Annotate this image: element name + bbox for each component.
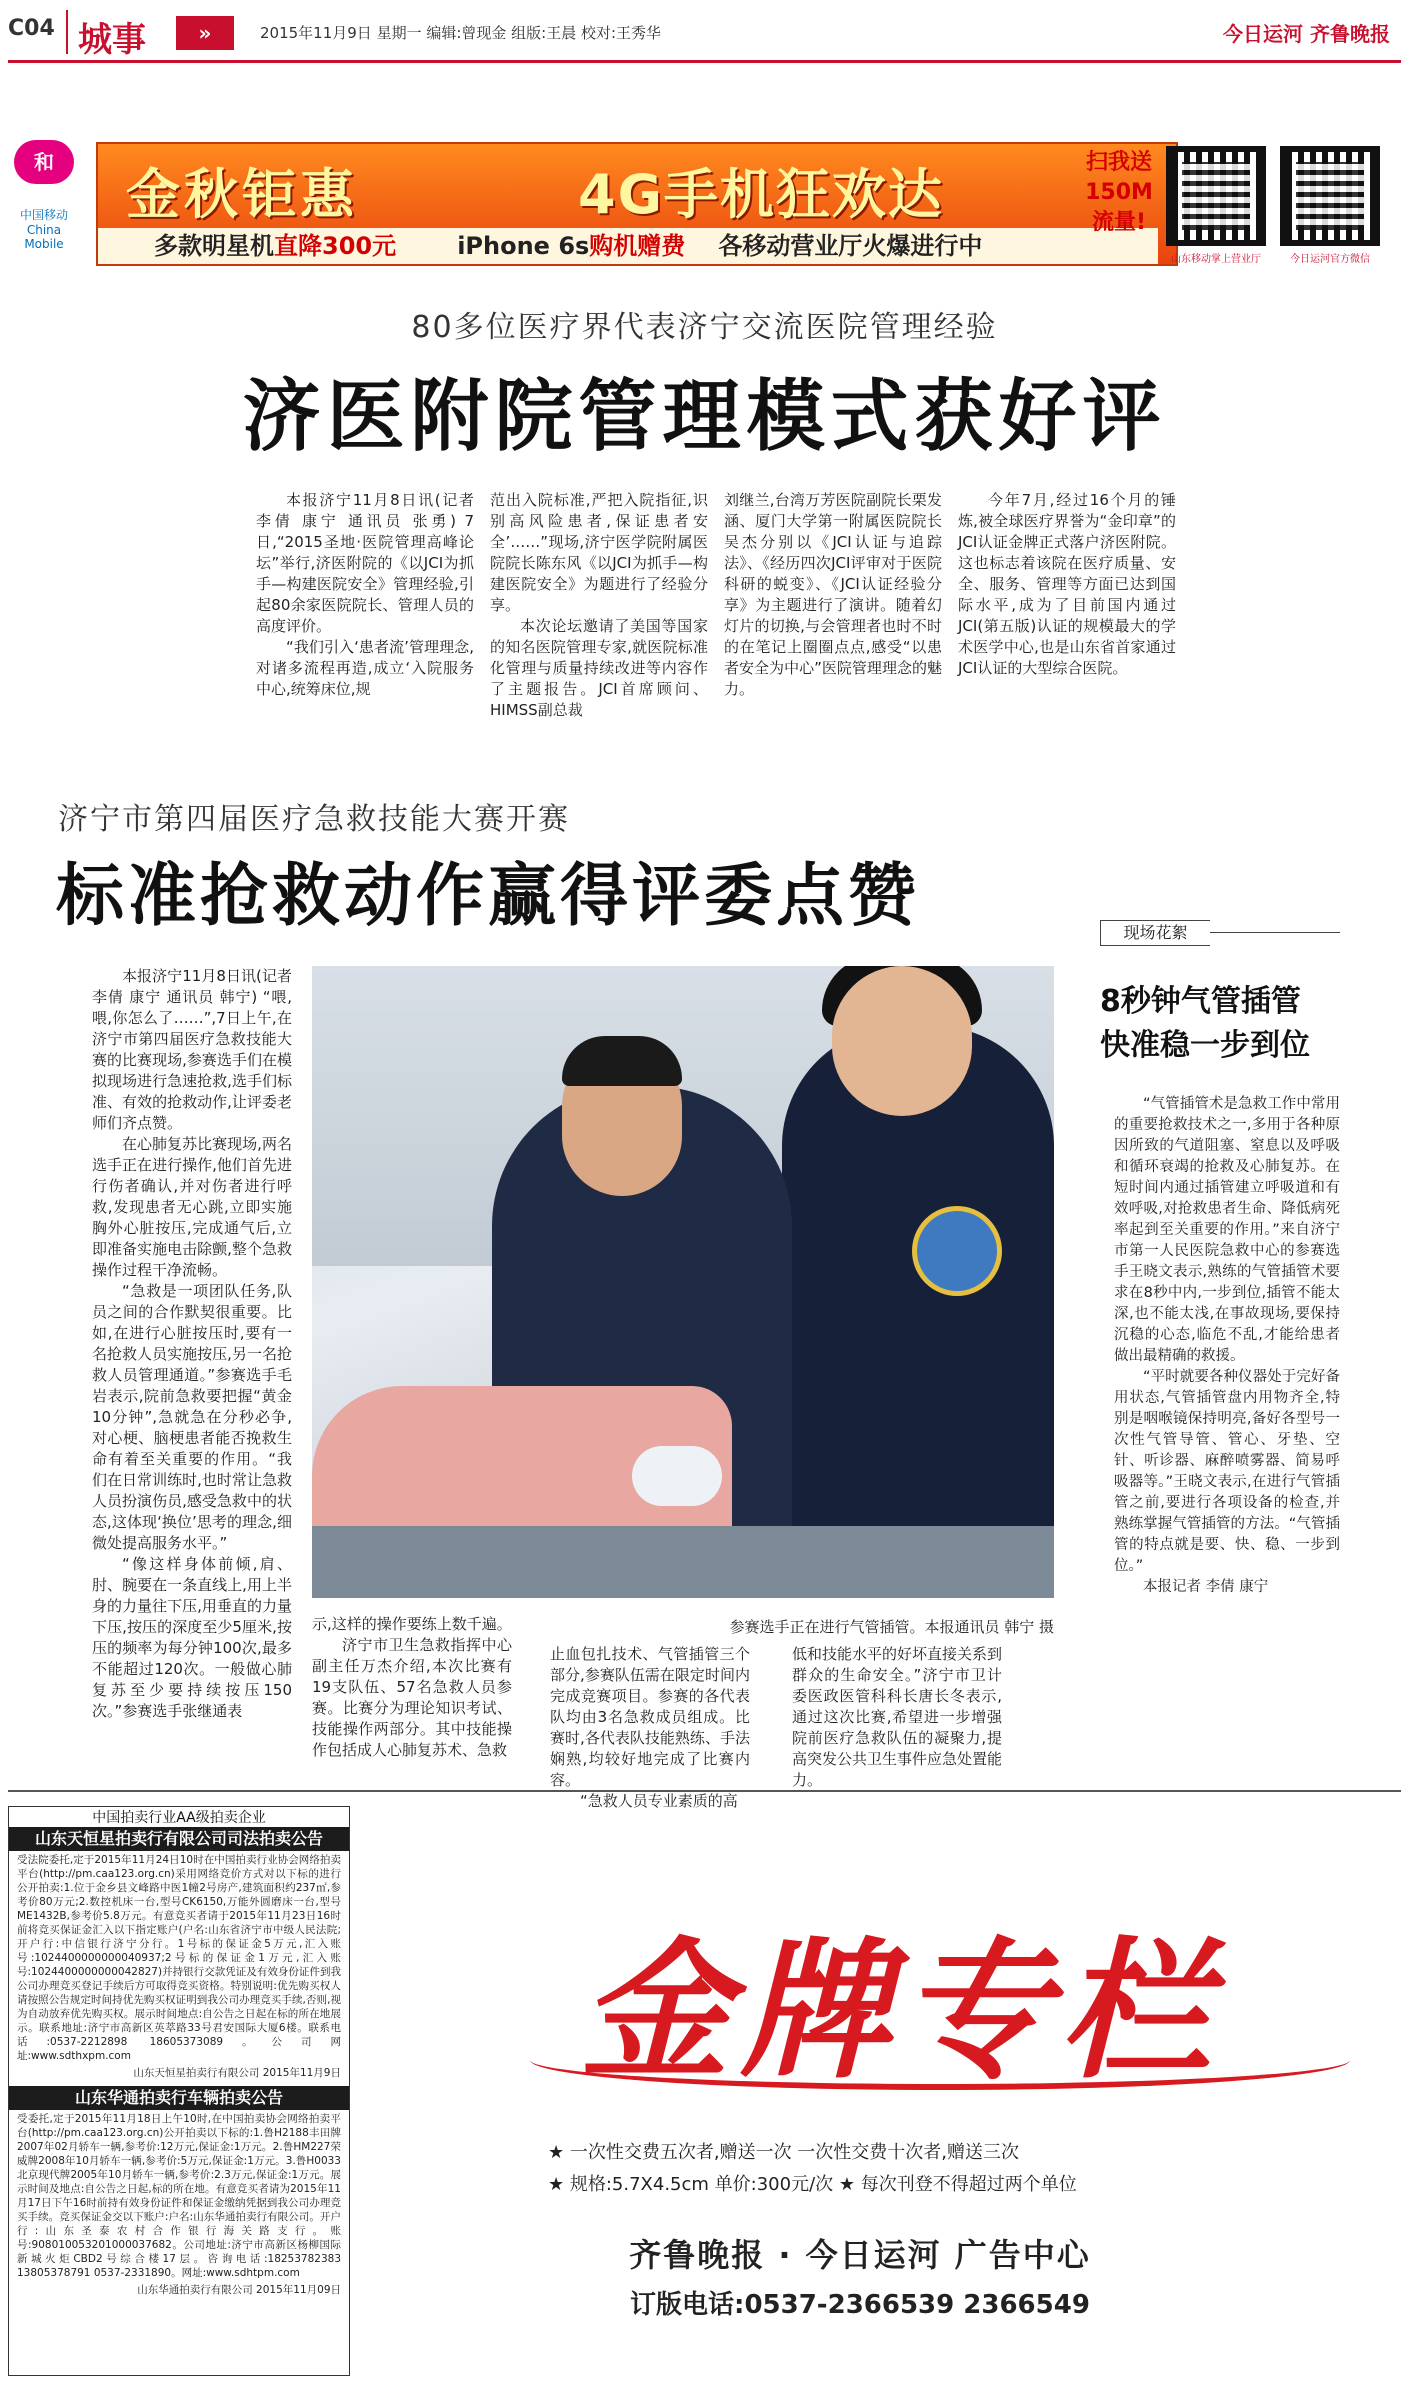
paragraph: 本报济宁11月8日讯(记者 李倩 康宁 通讯员 张勇) 7日,“2015圣地·医院管理高峰论坛”举行,济医附院的《以JCI为抓手—构建医院安全》管理经验,引起80余家医院院长、管理人员的高度评价。 xyxy=(256,491,474,635)
gold-swoosh xyxy=(530,2030,1350,2090)
paragraph: 低和技能水平的好坏直接关系到群众的生命安全。”济宁市卫计委医政医管科科长唐长冬表示,通过这次比赛,希望进一步增强院前医疗急救队伍的凝聚力,提高突发公共卫生事件应急处置能力。 xyxy=(792,1645,1003,1789)
article1-column-3 xyxy=(724,490,942,710)
qr-caption-2: 今日运河官方微信 xyxy=(1290,254,1370,265)
news-photo xyxy=(312,966,1054,1598)
ad-offer-1: 多款明星机直降300元 xyxy=(154,232,397,260)
qr-code-2[interactable] xyxy=(1280,146,1380,265)
ad-phone[interactable]: 订版电话:0537-2366539 2366549 xyxy=(630,2290,1090,2320)
header-divider xyxy=(66,10,68,54)
newspaper-brand: 今日运河 齐鲁晚报 xyxy=(1223,22,1390,46)
glove xyxy=(632,1446,722,1506)
article2-column-4 xyxy=(792,1644,1002,1824)
ad-offer-strip xyxy=(98,228,1158,264)
ad-headline-right: 4G手机狂欢达 xyxy=(578,163,944,226)
section-divider xyxy=(8,1790,1401,1792)
paragraph: 本次论坛邀请了美国等国家的知名医院管理专家,就医院标准化管理与质量持续改进等内容作了主题报告。JCI首席顾问、HIMSS副总裁 xyxy=(490,617,708,719)
paragraph: “平时就要各种仪器处于完好备用状态,气管插管盘内用物齐全,特别是咽喉镜保持明亮,备好各型号一次性气管导管、管心、牙垫、空针、听诊器、麻醉喷雾器、简易呼吸器等。”王晓文表示,在进行气管插管之前,要进行各项设备的检查,并熟练掌握气管插管的方法。“气管插管的特点就是要、快、稳、一步到位。” xyxy=(1114,1369,1340,1574)
header-rule xyxy=(8,60,1401,63)
article1-column-1 xyxy=(256,490,474,710)
paragraph: “气管插管术是急救工作中常用的重要抢救技术之一,多用于各种原因所致的气道阻塞、窒息以及呼吸和循环衰竭的抢救及心肺复苏。在短时间内通过插管建立呼吸道和有效呼吸,对抢救患者生命、降低病死率起到至关重要的作用。”来自济宁市第一人民医院急救中心的参赛选手王晓文表示,熟练的气管插管术要求在8秒中内,一步到位,插管不能太深,也不能太浅,在事故现场,要保持沉稳的心态,临危不乱,才能给患者做出最精确的救援。 xyxy=(1114,1096,1340,1364)
issue-meta: 2015年11月9日 星期一 编辑:曾现金 组版:王晨 校对:王秀华 xyxy=(260,24,662,42)
china-mobile-logo xyxy=(14,140,94,260)
paragraph: 今年7月,经过16个月的锤炼,被全球医疗界誉为“金印章”的JCI认证金牌正式落户济医附院。这也标志着该院在医疗质量、安全、服务、管理等方面已达到国际水平,成为了目前国内通过JCI(第五版)认证的规模最大的学术医学中心,也是山东省首家通过JCI认证的大型综合医院。 xyxy=(958,491,1176,677)
paragraph: “急救人员专业素质的高 xyxy=(580,1792,738,1810)
gold-terms-1: ★ 一次性交费五次者,赠送一次 一次性交费十次者,赠送三次 xyxy=(548,2142,1020,2163)
section-name: 城事 xyxy=(78,20,146,60)
paragraph: 济宁市卫生急救指挥中心副主任万杰介绍,本次比赛有19支队伍、57名急救人员参赛。比赛分为理论知识考试、技能操作两部分。其中技能操作包括成人心肺复苏术、急救 xyxy=(312,1636,512,1759)
article1-title: 济医附院管理模式获好评 xyxy=(242,371,1167,462)
paragraph: “急救是一项团队任务,队员之间的合作默契很重要。比如,在进行心脏按压时,要有一名抢救人员实施按压,另一名抢救人员管理通道。”参赛选手毛岩表示,院前急救要把握“黄金10分钟”,急就急在分秒必争,对心梗、脑梗患者能否挽救生命有着至关重要的作用。“我们在日常训练时,也时常让急救人员扮演伤员,感受急救中的状态,这体现‘换位’思考的理念,细微处提高服务水平。” xyxy=(92,1282,292,1552)
ad-center-name: 齐鲁晚报 · 今日运河 广告中心 xyxy=(629,2236,1091,2274)
paragraph: 在心肺复苏比赛现场,两名选手正在进行操作,他们首先进行伤者确认,并对伤者进行呼救,发现患者无心跳,立即实施胸外心脏按压,完成通气后,立即准备实施电击除颤,整个急救操作过程干净流畅。 xyxy=(92,1135,292,1279)
side-label: 现场花絮 xyxy=(1100,920,1210,946)
article2-lead-column xyxy=(92,966,292,1720)
side-title-line-2: 快准稳一步到位 xyxy=(1100,1028,1310,1063)
paragraph: 范出入院标准,严把入院指征,识别高风险患者,保证患者安全’……”现场,济宁医学院附属医院院长陈东风《以JCI为抓手—构建医院安全》为题进行了经验分享。 xyxy=(490,491,708,614)
gold-headline: 金牌专栏 xyxy=(580,1923,1221,2099)
qr-caption-1: 山东移动掌上营业厅 xyxy=(1171,254,1261,265)
notice2-signature: 山东华通拍卖行有限公司 2015年11月09日 xyxy=(137,2284,341,2296)
photo-head xyxy=(832,966,972,1116)
gold-terms-2: ★ 规格:5.7X4.5cm 单价:300元/次 ★ 每次刊登不得超过两个单位 xyxy=(548,2174,1077,2195)
article2-column-2 xyxy=(312,1614,512,1794)
ad-headline-left: 金秋钜惠 xyxy=(126,163,358,226)
ad-offer-3: 各移动营业厅火爆进行中 xyxy=(718,232,983,260)
paragraph: 刘继兰,台湾万芳医院副院长栗发涵、厦门大学第一附属医院院长吴杰分别以《JCI认证与追踪法》、《经历四次JCI评审对于医院科研的蜕变》、《JCI认证经验分享》为主题进行了演讲。随着幻灯片的切换,与会管理者也时不时的在笔记上圈圈点点,感受“以患者安全为中心”医院管理理念的魅力。 xyxy=(724,491,942,698)
medical-badge-icon xyxy=(912,1206,1002,1296)
ad-offer-2: iPhone 6s购机赠费 xyxy=(457,232,686,260)
paragraph: 本报济宁11月8日讯(记者 李倩 康宁 通讯员 韩宁) “喂,喂,你怎么了……”,7日上午,在济宁市第四届医疗急救技能大赛的比赛现场,参赛选手们在模拟现场进行急速抢救,选手们标准、有效的抢救动作,让评委老师们齐点赞。 xyxy=(92,967,292,1132)
side-title xyxy=(1100,980,1370,1076)
notice1-title: 山东天恒星拍卖行有限公司司法拍卖公告 xyxy=(9,1827,349,1851)
article1-column-2 xyxy=(490,490,708,719)
article1-column-4 xyxy=(958,490,1176,710)
side-body xyxy=(1114,1094,1340,1694)
notice2-title: 山东华通拍卖行车辆拍卖公告 xyxy=(9,2086,349,2110)
qr-code-1[interactable] xyxy=(1166,146,1266,265)
notice2-body: 受委托,定于2015年11月18日上午10时,在中国拍卖协会网络拍卖平台(http://pm.caa123.org.cn)公开拍卖以下标的:1.鲁H2188丰田牌2007年02月轿车一辆,参考价:12万元,保证金:1万元。2.鲁HM227荣威牌2008年10月轿车一辆,参考价:5万元,保证金:1万元。3.鲁H0033北京现代牌2005年10月轿车一辆,参考价:2.3万元,保证金:1万元。展示时间及地点:自公告之日起,标的所在地。有意竞买者请为2015年11月17日下午16时前持有效身份证件和保证金缴纳凭据到我公司办理竞买手续。竞买保证金交以下账户:户名:山东华通拍卖行有限公司。开户行:山东圣泰农村合作银行海关路支行。账号:908010053201000037682。公司地址:济宁市高新区杨柳国际新城火炬CBD2号综合楼17层。咨询电话:18253782383 13805378791 0537-2331890。网址:www.sdhtpm.com xyxy=(17,2113,341,2279)
article2-column-3 xyxy=(550,1644,750,1824)
paragraph: “像这样身体前倾,肩、肘、腕要在一条直线上,用上半身的力量往下压,用垂直的力量下压,按压的深度至少5厘米,按压的频率为每分钟100次,最多不能超过120次。一般做心肺复苏至少要持续按压150次。”参赛选手张继通表 xyxy=(92,1555,292,1720)
brand-name: 中国移动 China Mobile xyxy=(19,208,68,251)
and-logo-icon: 和 xyxy=(14,140,74,184)
side-title-line-1: 8秒钟气管插管 xyxy=(1100,984,1301,1019)
qr-icon xyxy=(1280,146,1380,246)
banner-ad-side xyxy=(1080,142,1390,266)
notice1-body: 受法院委托,定于2015年11月24日10时在中国拍卖行业协会网络拍卖平台(http://pm.caa123.org.cn)采用网络竞价方式对以下标的进行公开拍卖:1.位于金乡县文峰路中医1幢2号房产,建筑面积约237㎡,参考价80万元;2.数控机床一台,型号CK6150,万能外圆磨床一台,型号ME1432B,参考价5.8万元。有意竞买者请于2015年11月23日16时前将竞买保证金汇入以下指定账户(户名:山东省济宁市中级人民法院;开户行:中信银行济宁分行。1号标的保证金5万元,汇入账号:1024400000000040937;2号标的保证金1万元,汇入账号:1024400000000042827)并持银行交款凭证及有效身份证件到我公司办理竞买登记手续后方可取得竞买资格。特别说明:优先购买权人请按照公告规定时间持优先购买权证明到我公司办理竞买手续,否则,视为自动放弃优先购买权。展示时间地点:自公告之日起在标的所在地展示。联系地址:济宁市高新区英萃路33号君安国际大厦6楼。联系电话:0537-2212898 18605373089。公司网址:www.sdthxpm.com xyxy=(17,1854,341,2062)
banner-ad[interactable] xyxy=(96,142,1178,266)
paragraph: 止血包扎技术、气管插管三个部分,参赛队伍需在限定时间内完成竞赛项目。参赛的各代表队均由3名急救成员组成。比赛时,各代表队技能熟练、手法娴熟,均较好地完成了比赛内容。 xyxy=(550,1645,750,1789)
qr-icon xyxy=(1166,146,1266,246)
page-number: C04 xyxy=(8,16,55,41)
photo-hair xyxy=(562,1036,682,1086)
byline: 本报记者 李倩 康宁 xyxy=(1143,1579,1269,1595)
article1-subtitle: 80多位医疗界代表济宁交流医院管理经验 xyxy=(411,310,998,345)
article2-title: 标准抢救动作赢得评委点赞 xyxy=(56,856,921,936)
ad-flow-text: 扫我送 150M 流量! xyxy=(1085,150,1153,235)
article2-subtitle: 济宁市第四届医疗急救技能大赛开赛 xyxy=(58,802,570,837)
paragraph: “我们引入‘患者流’管理理念,对诸多流程再造,成立‘入院服务中心,统筹床位,规 xyxy=(256,638,474,698)
photo-table xyxy=(312,1526,1054,1598)
gold-column-ad[interactable] xyxy=(530,1830,1350,2130)
notice1-signature: 山东天恒星拍卖行有限公司 2015年11月9日 xyxy=(133,2067,341,2079)
side-rule xyxy=(1210,932,1340,933)
photo-caption: 参赛选手正在进行气管插管。本报通讯员 韩宁 摄 xyxy=(729,1618,1054,1636)
section-arrow-icon: » xyxy=(176,16,234,50)
paragraph: 示,这样的操作要练上数千遍。 xyxy=(312,1615,512,1633)
auction-top-note: 中国拍卖行业AA级拍卖企业 xyxy=(92,1810,266,1826)
auction-notices xyxy=(8,1806,350,2376)
